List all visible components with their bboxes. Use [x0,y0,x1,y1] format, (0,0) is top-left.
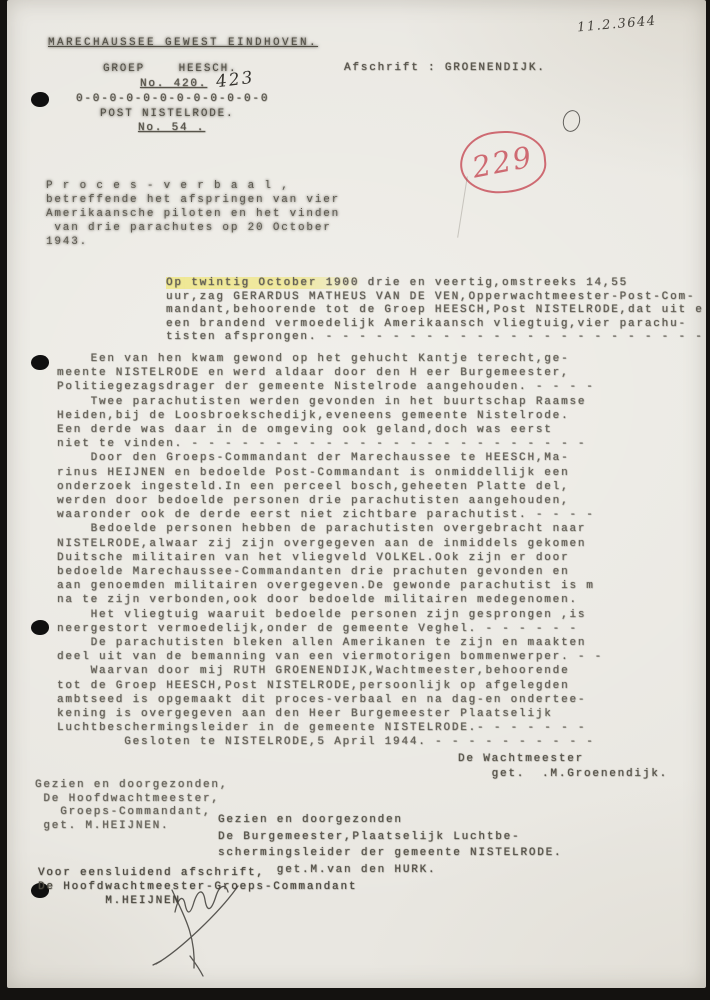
text-line: Gezien en doorgezonden, [35,779,229,791]
text-line: De Burgemeester,Plaatselijk Luchtbe- [218,830,521,843]
handwritten-file-number: 11.2.3644 [576,13,658,36]
text-line: meente NISTELRODE en werd aldaar door den H eer Burgemeester, [57,367,570,380]
header-group: GROEP HEESCH. [103,63,238,75]
header-organisation: MARECHAUSSEE GEWEST EINDHOVEN. [48,37,319,49]
left-endorsement-block [35,779,228,833]
text-line: Politiegezagsdrager der gemeente Nistelrode aangehouden. - - - - [57,381,595,394]
text-line: Bedoelde personen hebben de parachutisten overgebracht naar [57,523,587,536]
text-line: Een van hen kwam gewond op het gehucht Kantje terecht,ge- [57,353,570,365]
text-line: bedoelde Marechaussee-Commandanten drie prachuten gevonden en [57,566,570,579]
title-block [46,179,340,249]
main-text-block [57,352,603,750]
text-line: Twee parachutisten werden gevonden in het buurtschap Raamse [57,395,587,408]
text-line: get. .M.Groenendijk. [458,768,669,780]
text-line: aan genoemden militairen overgegeven.De gewonde parachutist is m [57,580,595,593]
text-line: De parachutisten bleken allen Amerikanen te zijn en maakten [57,637,587,650]
text-line: onderzoek ingesteld.In een perceel bosch,geheeten Platte del, [57,480,570,493]
text-line: neergestort vermoedelijk,onder de gemeente Veghel. - - - - - - [57,622,578,635]
text-line: tisten afsprongen. - - - - - - - - - - - - - - - - - - - - - - - [166,331,704,343]
text-line: kening is overgegeven aan den Heer Burgemeester Plaatselijk [57,708,553,721]
text-line: Een derde was daar in de omgeving ook geland,doch was eerst [57,424,553,437]
punch-hole [31,355,49,370]
copy-annotation: Afschrift : GROENENDIJK. [344,62,546,74]
punch-hole [31,620,49,635]
text-line: na te zijn verbonden,ook door bedoelde militairen medegenomen. [57,594,578,607]
header-separator: 0-0-0-0-0-0-0-0-0-0-0-0 [76,93,270,105]
text-line: werden door bedoelde personen drie parachutisten aangehouden, [57,495,570,508]
text-line: mandant,behoorende tot de Groep HEESCH,Post NISTELRODE,dat uit e [166,304,704,316]
punch-hole [31,92,49,107]
text-line: De Hoofdwachtmeester-Groeps-Commandant [38,881,358,893]
text-line: Heiden,bij de Loosbroekschedijk,eveneens gemeente Nistelrode. [57,409,570,422]
handwritten-number-correction: 423 [214,67,256,93]
text-line: deel uit van de bemanning van een viermotorigen bommenwerper. - - [57,651,604,664]
text-line: betreffende het afspringen van vier [46,194,341,206]
text-line: P r o c e s - v e r b a a l , [46,180,290,192]
text-line: Amerikaansche piloten en het vinden [46,208,341,220]
highlighted-text: Op twintig October 1900 [166,277,360,289]
text-line: van drie parachutes op 20 October [46,222,332,234]
wachtmeester-signature-block [458,752,668,782]
header-number: No. 420. [140,78,208,90]
text-line: Door den Groeps-Commandant der Marechaussee te HEESCH,Ma- [57,452,570,465]
text-line: 1943. [46,236,89,248]
handwritten-signature [120,872,280,982]
text-line: Luchtbeschermingsleider in de gemeente NISTELRODE.- - - - - - - [57,722,587,735]
text-line: ambtseed is opgemaakt dit proces-verbaal en na dag-en ondertee- [57,693,587,706]
text-line: De Hoofdwachtmeester, [35,792,220,805]
text-line: NISTELRODE,alwaar zij zijn overgegeven aan de inmiddels gekomen [57,537,587,550]
text-line: get.M.van den HURK. [218,863,437,876]
text-line: waaronder ook de derde eerst niet zichtbare parachutist. - - - - [57,509,595,522]
text-line: Waarvan door mij RUTH GROENENDIJK,Wachtmeester,behoorende [57,665,570,678]
opening-paragraph [166,277,704,345]
text-line: De Wachtmeester [458,753,585,765]
text-line: schermingsleider der gemeente NISTELRODE. [218,847,563,859]
text-line: get. M.HEIJNEN. [35,819,170,832]
text-line: Gezien en doorgezonden [218,814,403,826]
text-line: Het vliegtuig waaruit bedoelde personen zijn gesprongen ,is [57,608,587,621]
text-line: niet te vinden. - - - - - - - - - - - - - - - - - - - - - - - - [57,438,587,451]
header-post: POST NISTELRODE. [100,108,235,120]
stamp-number: 229 [469,139,537,185]
text-line: M.HEIJNEN [38,895,181,907]
header-post-number: No. 54 . [138,122,206,134]
text-line: Voor eensluidend afschrift, [38,867,265,879]
text-line: Duitsche militairen van het vliegveld VOLKEL.Ook zijn er door [57,551,570,564]
text-line: uur,zag GERARDUS MATHEUS VAN DE VEN,Opperwachtmeester-Post-Com- [166,290,696,303]
text-line: tot de Groep HEESCH,Post NISTELRODE,persoonlijk op afgelegden [57,679,570,692]
text-line: Gesloten te NISTELRODE,5 April 1944. - - - - - - - - - - [57,736,595,749]
text-line: Groeps-Commandant, [35,806,212,818]
text-line: rinus HEIJNEN en bedoelde Post-Commandant is onmiddellijk een [57,466,570,479]
text-line: Op twintig October 1900 drie en veertig,omstreeks 14,55 [166,277,629,289]
text-line: een brandend vermoedelijk Amerikaansch vliegtuig,vier parachu- [166,317,687,330]
